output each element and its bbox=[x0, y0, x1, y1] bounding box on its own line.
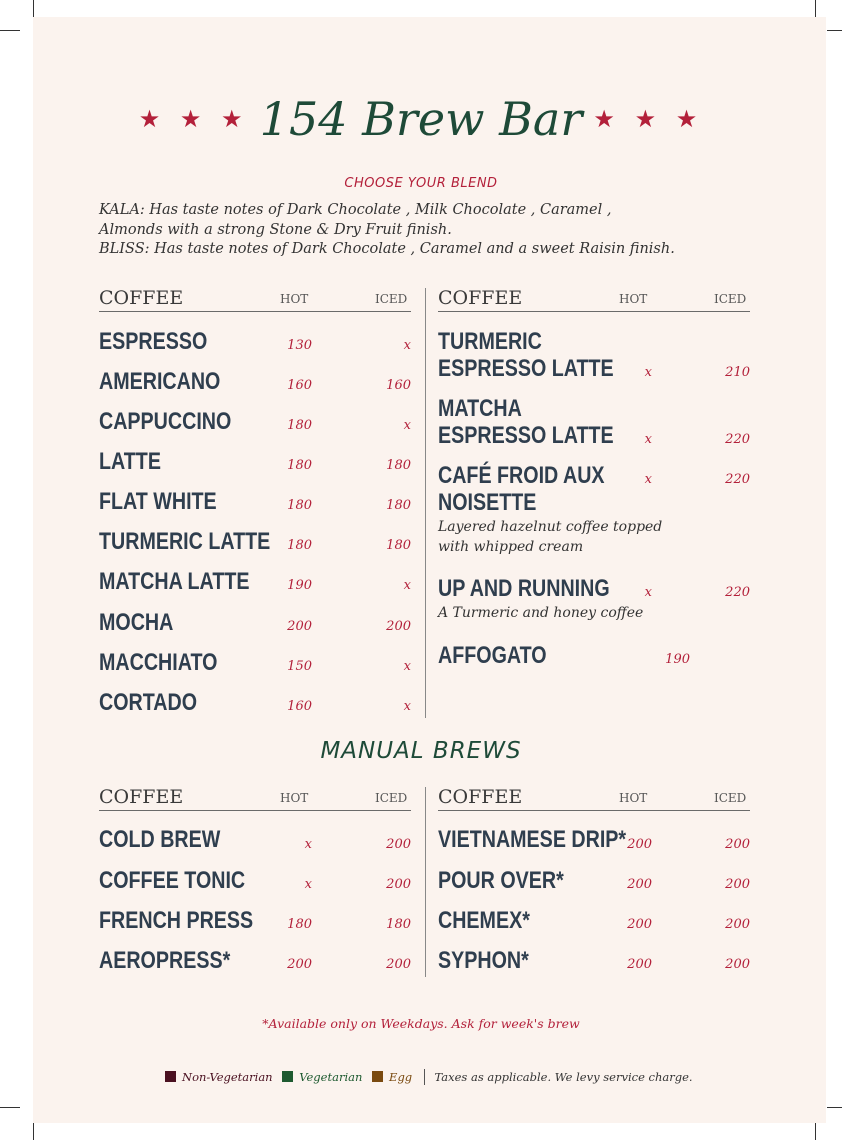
crop-mark bbox=[827, 1107, 842, 1108]
menu-item-name: MOCHA bbox=[99, 609, 174, 636]
hot-price: 200 bbox=[627, 957, 652, 972]
hot-price: 130 bbox=[287, 338, 312, 353]
iced-price: 200 bbox=[386, 877, 411, 892]
column-heading: COFFEE bbox=[99, 287, 184, 309]
column-heading: COFFEE bbox=[99, 786, 184, 808]
hot-price: 180 bbox=[287, 498, 312, 513]
crop-mark bbox=[815, 1120, 816, 1140]
iced-price: 220 bbox=[725, 432, 750, 447]
iced-price: 180 bbox=[386, 458, 411, 473]
egg-label: Egg bbox=[389, 1070, 413, 1084]
weekday-footnote: *Available only on Weekdays. Ask for week's brew bbox=[262, 1016, 580, 1031]
menu-item-name: COFFEE TONIC bbox=[99, 867, 246, 894]
title-row bbox=[0, 92, 842, 146]
hot-price: x bbox=[644, 432, 652, 447]
menu-item-name: FLAT WHITE bbox=[99, 488, 217, 515]
menu-item-name: UP AND RUNNING bbox=[438, 575, 610, 602]
menu-item-name: AEROPRESS* bbox=[99, 947, 231, 974]
hot-price: x bbox=[644, 585, 652, 600]
iced-price: 180 bbox=[386, 538, 411, 553]
iced-price: x bbox=[403, 338, 411, 353]
hot-price: 160 bbox=[287, 699, 312, 714]
iced-price: x bbox=[403, 418, 411, 433]
menu-title: 154 Brew Bar bbox=[259, 92, 583, 146]
blend-notes bbox=[99, 201, 779, 260]
menu-item-name: COLD BREW bbox=[99, 826, 221, 853]
iced-price: 180 bbox=[386, 917, 411, 932]
hot-price: 200 bbox=[627, 877, 652, 892]
hot-price: 200 bbox=[627, 917, 652, 932]
menu-item-name: ESPRESSO bbox=[99, 328, 208, 355]
iced-price: x bbox=[403, 659, 411, 674]
iced-label: ICED bbox=[375, 791, 408, 805]
hot-price: 180 bbox=[287, 418, 312, 433]
blend-note-line: BLISS: Has taste notes of Dark Chocolate , Caramel and a sweet Raisin finish. bbox=[99, 241, 675, 257]
iced-price: x bbox=[403, 699, 411, 714]
non-veg-label: Non-Vegetarian bbox=[182, 1070, 273, 1084]
manual-left-header bbox=[99, 786, 411, 811]
non-veg-swatch-icon bbox=[165, 1071, 176, 1082]
coffee-right-header bbox=[438, 287, 750, 312]
blend-heading: CHOOSE YOUR BLEND bbox=[344, 176, 498, 191]
hot-label: HOT bbox=[619, 791, 648, 805]
star-icons-right: ★ ★ ★ bbox=[593, 105, 704, 133]
menu-item-name: TURMERIC bbox=[438, 328, 542, 355]
hot-price: x bbox=[644, 472, 652, 487]
iced-price: 200 bbox=[386, 837, 411, 852]
iced-price: 220 bbox=[725, 472, 750, 487]
menu-item-name: MATCHA bbox=[438, 395, 522, 422]
iced-label: ICED bbox=[375, 292, 408, 306]
iced-price: x bbox=[403, 578, 411, 593]
legend-separator bbox=[424, 1069, 425, 1085]
blend-note-line: KALA: Has taste notes of Dark Chocolate , Milk Chocolate , Caramel , bbox=[99, 202, 612, 218]
iced-label: ICED bbox=[714, 292, 747, 306]
hot-price: 200 bbox=[287, 957, 312, 972]
menu-item-name: ESPRESSO LATTE bbox=[438, 422, 614, 449]
hot-price: 180 bbox=[287, 538, 312, 553]
menu-item-description: A Turmeric and honey coffee bbox=[438, 605, 644, 621]
veg-label: Vegetarian bbox=[299, 1070, 363, 1084]
menu-item-name: CAPPUCCINO bbox=[99, 408, 232, 435]
menu-item-name: AFFOGATO bbox=[438, 642, 547, 669]
blend-note-line: Almonds with a strong Stone & Dry Fruit finish. bbox=[99, 221, 452, 238]
crop-mark bbox=[827, 30, 842, 31]
menu-item-name: TURMERIC LATTE bbox=[99, 528, 271, 555]
iced-price: 210 bbox=[725, 365, 750, 380]
iced-price: 200 bbox=[725, 917, 750, 932]
menu-item-name: POUR OVER* bbox=[438, 867, 564, 894]
diet-legend bbox=[165, 1069, 693, 1085]
menu-item-name: CORTADO bbox=[99, 689, 198, 716]
column-divider bbox=[425, 288, 426, 718]
menu-item-name: CAFÉ FROID AUX bbox=[438, 462, 605, 489]
menu-item-name: NOISETTE bbox=[438, 489, 537, 516]
hot-label: HOT bbox=[280, 791, 309, 805]
hot-price: 160 bbox=[287, 378, 312, 393]
hot-price: 180 bbox=[287, 917, 312, 932]
crop-mark bbox=[33, 1120, 34, 1140]
menu-item-name: MACCHIATO bbox=[99, 649, 218, 676]
iced-price: 200 bbox=[725, 877, 750, 892]
egg-swatch-icon bbox=[372, 1071, 383, 1082]
menu-item-name: ESPRESSO LATTE bbox=[438, 355, 614, 382]
iced-price: 220 bbox=[725, 585, 750, 600]
menu-item-name: LATTE bbox=[99, 448, 161, 475]
menu-item-name: CHEMEX* bbox=[438, 907, 530, 934]
menu-item-description: Layered hazelnut coffee topped bbox=[438, 519, 663, 535]
hot-label: HOT bbox=[619, 292, 648, 306]
iced-price: 200 bbox=[725, 837, 750, 852]
column-heading: COFFEE bbox=[438, 786, 523, 808]
menu-item-description: with whipped cream bbox=[438, 539, 584, 555]
menu-item-name: FRENCH PRESS bbox=[99, 907, 254, 934]
iced-price: 180 bbox=[386, 498, 411, 513]
iced-price: 160 bbox=[386, 378, 411, 393]
menu-item-name: MATCHA LATTE bbox=[99, 568, 250, 595]
hot-price: x bbox=[304, 877, 312, 892]
coffee-left-header bbox=[99, 287, 411, 312]
crop-mark bbox=[0, 1107, 20, 1108]
hot-price: 190 bbox=[287, 578, 312, 593]
manual-brews-heading: MANUAL BREWS bbox=[320, 738, 522, 764]
hot-price: x bbox=[644, 365, 652, 380]
crop-mark bbox=[0, 30, 20, 31]
veg-swatch-icon bbox=[282, 1071, 293, 1082]
iced-price: 200 bbox=[386, 957, 411, 972]
price: 190 bbox=[665, 652, 690, 667]
hot-label: HOT bbox=[280, 292, 309, 306]
menu-item-name: AMERICANO bbox=[99, 368, 221, 395]
hot-price: 180 bbox=[287, 458, 312, 473]
iced-label: ICED bbox=[714, 791, 747, 805]
iced-price: 200 bbox=[386, 619, 411, 634]
star-icons-left: ★ ★ ★ bbox=[138, 105, 249, 133]
hot-price: x bbox=[304, 837, 312, 852]
menu-item-name: SYPHON* bbox=[438, 947, 529, 974]
column-divider bbox=[425, 787, 426, 977]
hot-price: 150 bbox=[287, 659, 312, 674]
tax-note: Taxes as applicable. We levy service charge. bbox=[434, 1070, 693, 1084]
manual-right-header bbox=[438, 786, 750, 811]
hot-price: 200 bbox=[287, 619, 312, 634]
iced-price: 200 bbox=[725, 957, 750, 972]
column-heading: COFFEE bbox=[438, 287, 523, 309]
menu-item-name: VIETNAMESE DRIP* bbox=[438, 826, 627, 853]
hot-price: 200 bbox=[627, 837, 652, 852]
